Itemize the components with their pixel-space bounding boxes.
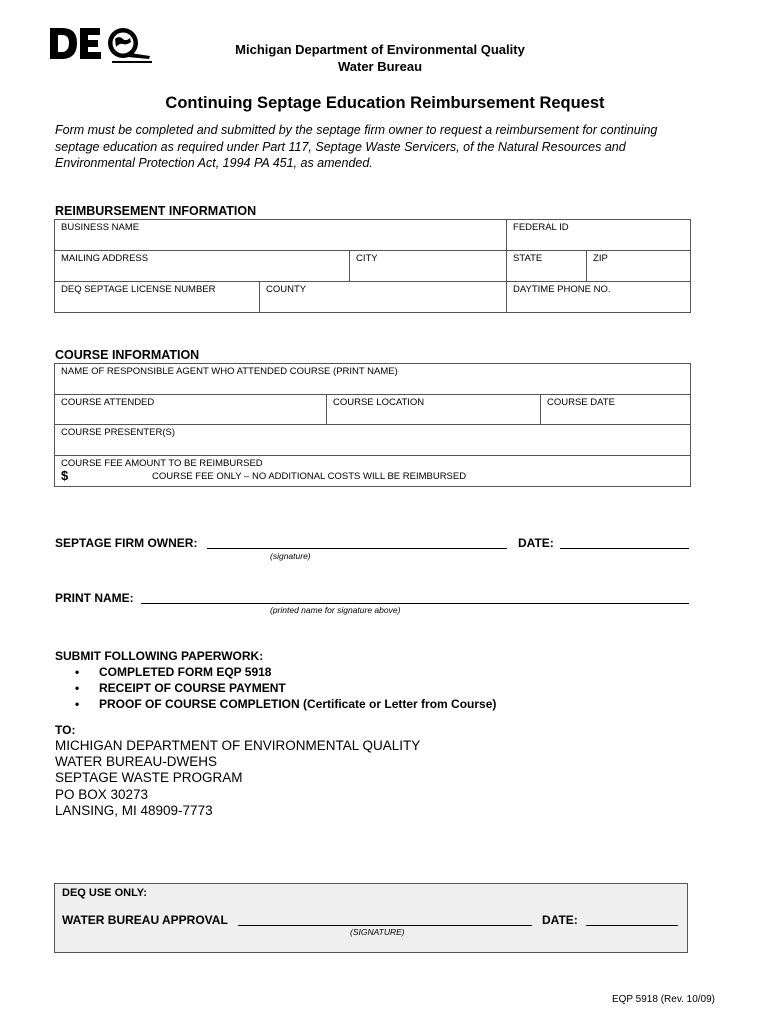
course-date-field[interactable]: COURSE DATE [541, 395, 691, 425]
address-line: PO BOX 30273 [55, 786, 149, 802]
city-field[interactable]: CITY [350, 251, 507, 282]
currency-symbol: $ [61, 468, 69, 483]
mailing-address-block [55, 738, 420, 819]
course-presenters-field[interactable]: COURSE PRESENTER(S) [55, 425, 691, 456]
address-line: LANSING, MI 48909-7773 [55, 802, 213, 818]
course-fee-field[interactable] [55, 456, 691, 487]
address-line: SEPTAGE WASTE PROGRAM [55, 770, 243, 786]
paperwork-item: • RECEIPT OF COURSE PAYMENT [75, 680, 496, 696]
county-field[interactable]: COUNTY [260, 282, 507, 313]
owner-date-label: DATE: [518, 536, 554, 550]
to-label: TO: [55, 723, 76, 737]
paperwork-title: SUBMIT FOLLOWING PAPERWORK: [55, 649, 264, 663]
agent-name-field[interactable]: NAME OF RESPONSIBLE AGENT WHO ATTENDED COURSE (PRINT NAME) [55, 364, 691, 395]
license-number-field[interactable]: DEQ SEPTAGE LICENSE NUMBER [55, 282, 260, 313]
reimbursement-section-title: REIMBURSEMENT INFORMATION [55, 204, 257, 218]
bureau-name: Water Bureau [337, 59, 423, 74]
print-name-line[interactable] [141, 603, 689, 604]
paperwork-list [75, 664, 496, 712]
paperwork-item: • COMPLETED FORM EQP 5918 [75, 664, 496, 680]
form-number: EQP 5918 (Rev. 10/09) [611, 994, 715, 1005]
agency-name: Michigan Department of Environmental Quality [235, 42, 525, 57]
daytime-phone-field[interactable]: DAYTIME PHONE NO. [507, 282, 691, 313]
owner-date-line[interactable] [560, 548, 689, 549]
reimbursement-table [54, 219, 691, 313]
deq-use-only-box [54, 883, 688, 953]
approval-date-line[interactable] [586, 925, 678, 926]
course-attended-field[interactable]: COURSE ATTENDED [55, 395, 327, 425]
intro-text: Form must be completed and submitted by the septage firm owner to request a reimbursement for continuing septage education as required under Part 117, Septage Waste Servicers, of the Natural Resources and Environmental Protection Act, 1994 PA 451, as amended. [55, 123, 658, 170]
print-name-label: PRINT NAME: [55, 591, 134, 605]
approval-signature-hint: (SIGNATURE) [350, 927, 405, 937]
owner-signature-line[interactable] [207, 548, 507, 549]
address-line: MICHIGAN DEPARTMENT OF ENVIRONMENTAL QUALITY [55, 738, 421, 753]
approval-date-label: DATE: [542, 913, 578, 927]
mailing-address-field[interactable]: MAILING ADDRESS [55, 251, 350, 282]
water-bureau-approval-label: WATER BUREAU APPROVAL [62, 913, 228, 927]
deq-use-only-title: DEQ USE ONLY: [62, 887, 147, 899]
owner-signature-label: SEPTAGE FIRM OWNER: [55, 536, 198, 550]
course-fee-note: COURSE FEE ONLY – NO ADDITIONAL COSTS WILL BE REIMBURSED [152, 471, 467, 482]
business-name-field[interactable]: BUSINESS NAME [55, 220, 507, 251]
deq-logo [50, 24, 154, 64]
address-line: WATER BUREAU-DWEHS [55, 754, 217, 770]
course-table [54, 363, 691, 487]
course-location-field[interactable]: COURSE LOCATION [327, 395, 541, 425]
state-field[interactable]: STATE [507, 251, 587, 282]
form-title: Continuing Septage Education Reimbursement Request [165, 94, 605, 112]
print-name-hint: (printed name for signature above) [270, 605, 401, 615]
zip-field[interactable]: ZIP [587, 251, 691, 282]
paperwork-item: • PROOF OF COURSE COMPLETION (Certificate or Letter from Course) [75, 696, 496, 712]
federal-id-field[interactable]: FEDERAL ID [507, 220, 691, 251]
deq-logo-graphic [50, 24, 154, 64]
owner-signature-hint: (signature) [270, 551, 311, 561]
approval-signature-line[interactable] [238, 925, 532, 926]
course-fee-label: COURSE FEE AMOUNT TO BE REIMBURSED [61, 458, 263, 469]
course-section-title: COURSE INFORMATION [55, 348, 200, 362]
